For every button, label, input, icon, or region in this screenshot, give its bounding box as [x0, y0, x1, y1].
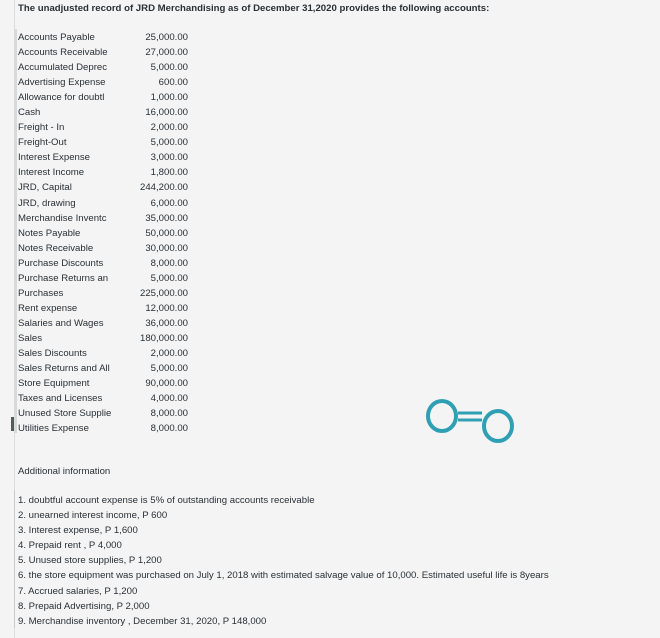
account-row	[18, 346, 188, 361]
account-name: Taxes and Licenses	[18, 393, 103, 405]
account-row	[18, 241, 188, 256]
account-amount: 35,000.00	[145, 212, 188, 224]
account-name: Cash	[18, 107, 41, 119]
account-amount: 50,000.00	[145, 227, 188, 239]
account-name: Interest Expense	[18, 152, 90, 164]
account-row	[18, 105, 188, 120]
account-row	[18, 316, 188, 331]
account-row	[18, 135, 188, 150]
account-row	[18, 301, 188, 316]
account-amount: 8,000.00	[150, 257, 188, 269]
note-item: 5. Unused store supplies, P 1,200	[18, 555, 162, 567]
note-item: 2. unearned interest income, P 600	[18, 510, 168, 522]
account-row	[18, 60, 188, 75]
account-name: Accounts Payable	[18, 32, 95, 43]
account-name: Salaries and Wages	[18, 317, 104, 329]
note-item: 3. Interest expense, P 1,600	[18, 525, 138, 537]
account-row	[18, 421, 188, 436]
note-item: 7. Accrued salaries, P 1,200	[18, 585, 138, 597]
account-name: Purchases	[18, 287, 64, 299]
account-amount: 3,000.00	[150, 152, 188, 164]
page-title: The unadjusted record of JRD Merchandising as of December 31,2020 provides the following accounts:	[18, 3, 490, 14]
account-row	[18, 256, 188, 271]
account-row	[18, 196, 188, 211]
account-amount: 244,200.00	[139, 182, 188, 194]
account-row	[18, 211, 188, 226]
notes-list	[18, 493, 549, 629]
account-amount: 5,000.00	[150, 137, 188, 149]
account-amount: 36,000.00	[145, 317, 188, 329]
account-name: Accounts Receivable	[18, 47, 108, 59]
account-row	[18, 180, 188, 195]
account-amount: 225,000.00	[139, 287, 188, 299]
column-selection-bar	[14, 29, 17, 433]
account-amount: 16,000.00	[145, 107, 188, 119]
account-amount: 8,000.00	[150, 408, 188, 420]
account-name: Notes Payable	[18, 227, 81, 239]
account-amount: 25,000.00	[145, 32, 188, 43]
account-name: Notes Receivable	[18, 242, 94, 254]
account-row	[18, 271, 188, 286]
account-name: Store Equipment	[18, 378, 90, 390]
account-row	[18, 165, 188, 180]
account-name: Utilities Expense	[18, 423, 89, 435]
account-amount: 5,000.00	[150, 363, 188, 375]
accounts-table	[18, 30, 188, 436]
account-amount: 2,000.00	[150, 347, 188, 359]
account-row	[18, 150, 188, 165]
account-amount: 5,000.00	[150, 272, 188, 284]
account-name: Interest Income	[18, 167, 85, 179]
note-item: 1. doubtful account expense is 5% of outstanding accounts receivable	[18, 495, 315, 506]
account-amount: 2,000.00	[150, 122, 188, 134]
account-amount: 1,800.00	[150, 167, 188, 179]
account-amount: 1,000.00	[150, 92, 188, 104]
account-row	[18, 391, 188, 406]
account-row	[18, 376, 188, 391]
row-marker	[11, 417, 14, 431]
account-name: Sales Returns and All	[18, 363, 110, 375]
account-name: Freight - In	[18, 122, 65, 134]
account-row	[18, 406, 188, 421]
account-amount: 180,000.00	[139, 332, 188, 344]
account-name: Unused Store Supplie	[18, 408, 112, 420]
account-name: Advertising Expense	[18, 77, 106, 89]
account-name: Sales Discounts	[18, 347, 87, 359]
account-name: Sales	[18, 332, 42, 344]
o-dash-o-logo-icon	[422, 396, 522, 446]
account-amount: 90,000.00	[145, 378, 188, 390]
note-item: 6. the store equipment was purchased on July 1, 2018 with estimated salvage value of 10,000. Estimated useful life is 8years	[18, 570, 549, 582]
account-name: Rent expense	[18, 302, 78, 314]
account-amount: 5,000.00	[150, 62, 188, 74]
account-name: Accumulated Deprec	[18, 62, 108, 74]
account-row	[18, 75, 188, 90]
account-amount: 8,000.00	[150, 423, 188, 435]
account-row	[18, 120, 188, 135]
account-row	[18, 90, 188, 105]
account-row	[18, 361, 188, 376]
account-amount: 12,000.00	[145, 302, 188, 314]
account-amount: 30,000.00	[145, 242, 188, 254]
additional-info-heading: Additional information	[18, 466, 111, 477]
account-name: JRD, Capital	[18, 182, 72, 194]
account-row	[18, 286, 188, 301]
notes-border	[14, 490, 15, 628]
account-amount: 4,000.00	[150, 393, 188, 405]
account-row	[18, 45, 188, 60]
note-item: 4. Prepaid rent , P 4,000	[18, 540, 122, 552]
note-item: 9. Merchandise inventory , December 31, 2020, P 148,000	[18, 615, 267, 627]
account-name: Purchase Discounts	[18, 257, 104, 269]
account-name: JRD, drawing	[18, 197, 76, 209]
account-row	[18, 226, 188, 241]
account-amount: 6,000.00	[150, 197, 188, 209]
account-amount: 27,000.00	[145, 47, 188, 59]
note-item: 8. Prepaid Advertising, P 2,000	[18, 600, 150, 612]
account-row	[18, 30, 188, 45]
account-name: Purchase Returns an	[18, 272, 109, 284]
account-row	[18, 331, 188, 346]
account-amount: 600.00	[158, 77, 188, 89]
account-name: Freight-Out	[18, 137, 67, 149]
account-name: Merchandise Inventc	[18, 212, 107, 224]
account-name: Allowance for doubtl	[18, 92, 105, 104]
